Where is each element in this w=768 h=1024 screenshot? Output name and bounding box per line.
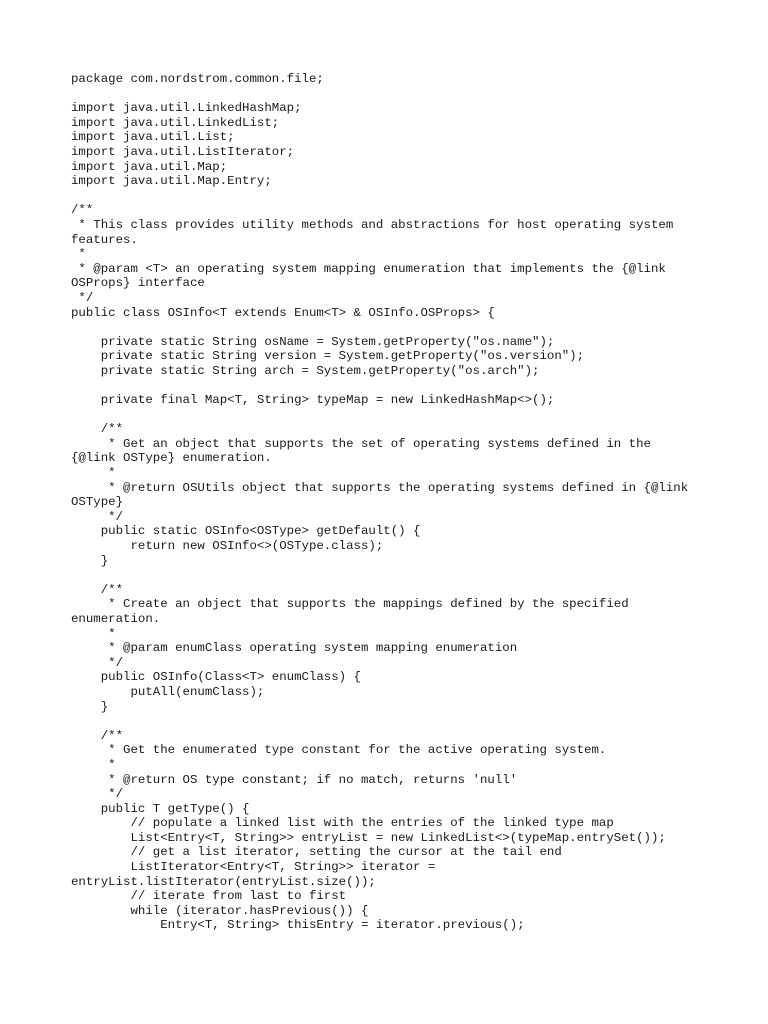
code-line: private static String arch = System.getProperty("os.arch"); <box>71 363 540 378</box>
code-line <box>71 320 731 335</box>
code-line: } <box>71 699 109 714</box>
code-line: * This class provides utility methods and abstractions for host operating system <box>71 217 674 232</box>
code-line: */ <box>71 655 124 670</box>
code-line: /** <box>71 203 94 218</box>
code-line: * @return OS type constant; if no match, returns 'null' <box>71 772 518 787</box>
code-line: features. <box>71 232 138 247</box>
code-line: entryList.listIterator(entryList.size()); <box>71 874 376 889</box>
code-line: return new OSInfo<>(OSType.class); <box>71 539 384 553</box>
code-line: * @return OSUtils object that supports the operating systems defined in {@link <box>71 480 689 495</box>
code-line: public static OSInfo<OSType> getDefault() { <box>71 524 421 539</box>
code-line: enumeration. <box>71 611 161 626</box>
code-line <box>71 714 731 729</box>
code-line: import java.util.LinkedHashMap; <box>71 101 302 116</box>
code-line: * @param enumClass operating system mapping enumeration <box>71 641 518 656</box>
code-line: */ <box>71 509 124 524</box>
code-line: import java.util.List; <box>71 130 235 145</box>
code-line: /** <box>71 422 124 437</box>
source-code-listing <box>71 72 731 933</box>
code-line: OSProps} interface <box>71 276 205 291</box>
code-line: } <box>71 553 109 568</box>
code-line: while (iterator.hasPrevious()) { <box>71 903 369 918</box>
code-line: putAll(enumClass); <box>71 684 265 699</box>
code-line <box>71 87 731 102</box>
code-line: * <box>71 626 116 641</box>
code-line: */ <box>71 290 94 305</box>
code-line: import java.util.ListIterator; <box>71 144 295 159</box>
code-line: * Get the enumerated type constant for the active operating system. <box>71 743 607 758</box>
code-line: // get a list iterator, setting the cursor at the tail end <box>71 845 562 860</box>
code-line: package com.nordstrom.common.file; <box>71 72 324 86</box>
code-line <box>71 189 731 204</box>
code-line: public class OSInfo<T extends Enum<T> & OSInfo.OSProps> { <box>71 305 495 320</box>
code-line: * Get an object that supports the set of operating systems defined in the <box>71 436 651 451</box>
code-line <box>71 568 731 583</box>
code-line: // populate a linked list with the entries of the linked type map <box>71 816 614 831</box>
code-line <box>71 378 731 393</box>
code-line: ListIterator<Entry<T, String>> iterator = <box>71 860 436 875</box>
code-line: * <box>71 466 116 481</box>
code-line: * Create an object that supports the mappings defined by the specified <box>71 597 629 612</box>
code-line: /** <box>71 728 124 743</box>
code-line: {@link OSType} enumeration. <box>71 451 272 466</box>
code-line <box>71 408 731 423</box>
code-line: // iterate from last to first <box>71 889 347 904</box>
code-line: */ <box>71 787 124 802</box>
code-line: * <box>71 757 116 772</box>
code-line: private static String osName = System.getProperty("os.name"); <box>71 334 555 349</box>
code-line: OSType} <box>71 495 124 510</box>
code-line: * <box>71 247 86 262</box>
code-line: private final Map<T, String> typeMap = new LinkedHashMap<>(); <box>71 393 555 408</box>
code-line: * @param <T> an operating system mapping enumeration that implements the {@link <box>71 261 666 276</box>
code-line: List<Entry<T, String>> entryList = new LinkedList<>(typeMap.entrySet()); <box>71 830 666 845</box>
code-line: import java.util.Map.Entry; <box>71 174 272 189</box>
code-line: public T getType() { <box>71 801 250 816</box>
code-line: /** <box>71 582 124 597</box>
code-line: import java.util.Map; <box>71 159 228 174</box>
code-line: private static String version = System.getProperty("os.version"); <box>71 349 585 364</box>
code-line: import java.util.LinkedList; <box>71 115 280 130</box>
code-line: Entry<T, String> thisEntry = iterator.previous(); <box>71 918 525 933</box>
code-line: public OSInfo(Class<T> enumClass) { <box>71 670 361 685</box>
